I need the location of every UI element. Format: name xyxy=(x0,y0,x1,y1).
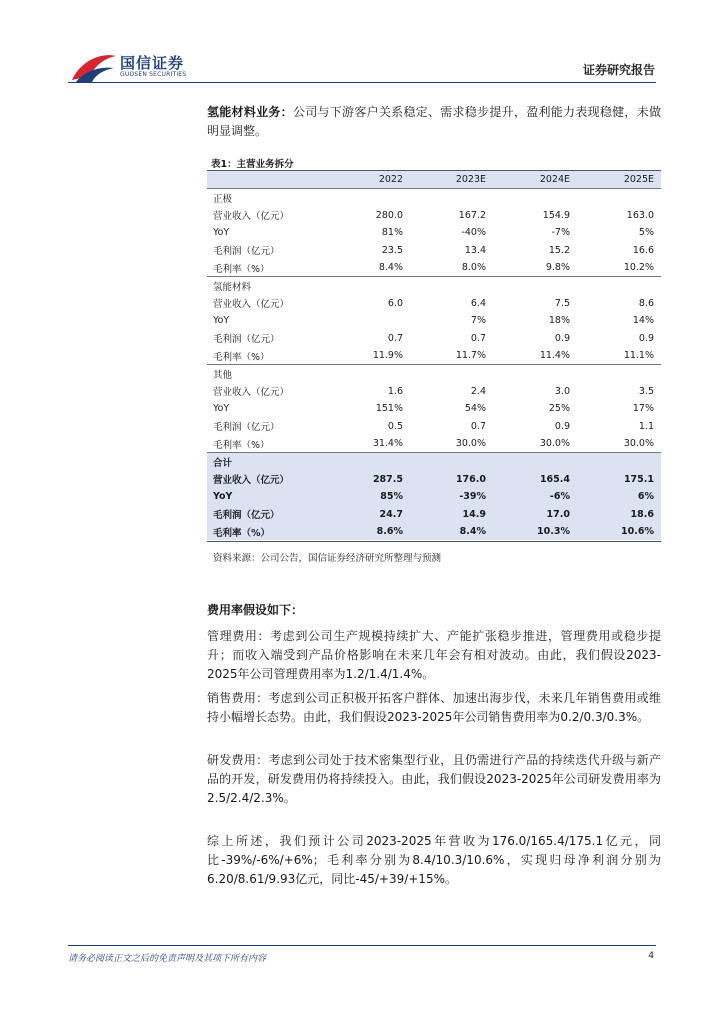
cell: 8.6 xyxy=(638,297,654,309)
row-label: 毛利率（%） xyxy=(213,263,270,275)
table-row xyxy=(207,488,661,505)
cell xyxy=(327,312,410,329)
footer-divider xyxy=(68,945,656,946)
header-cell-2025e: 2025E xyxy=(577,171,661,189)
table-header-row xyxy=(207,171,661,189)
cell: 16.6 xyxy=(632,244,654,256)
cell: 18.6 xyxy=(577,505,661,522)
table-row xyxy=(207,417,661,434)
cell: 10.2% xyxy=(623,262,654,274)
cell: 31.4% xyxy=(372,438,403,450)
row-label: YoY xyxy=(213,403,230,415)
assumption-admin-expense: 管理费用：考虑到公司生产规模持续扩大、产能扩张稳步推进，管理费用或稳步提升；而收入端受到产品价格影响在未来几年会有相对波动。由此，我们假设2023-2025年公司管理费用率为1.2/1.4/1.4%。 xyxy=(207,629,661,681)
cell: 17% xyxy=(632,403,654,415)
cell: 0.9 xyxy=(554,332,570,344)
table-title: 表1：主营业务拆分 xyxy=(211,159,294,170)
table-row xyxy=(207,523,661,540)
cell: 1.6 xyxy=(387,385,403,397)
section-name-row xyxy=(207,453,661,471)
row-label: 毛利润（亿元） xyxy=(213,422,280,434)
intro-text: 公司与下游客户关系稳定、需求稳步提升，盈利能力表现稳健，未做明显调整。 xyxy=(207,105,661,138)
table-row xyxy=(207,383,661,400)
cell: -39% xyxy=(410,488,493,505)
cell: 11.9% xyxy=(372,350,403,362)
row-label: 毛利率（%） xyxy=(213,351,270,363)
footer-disclaimer: 请务必阅读正文之后的免责声明及其项下所有内容 xyxy=(68,954,267,964)
section-name-row xyxy=(207,189,661,207)
row-label: 毛利润（亿元） xyxy=(207,505,327,522)
segment-breakdown-table xyxy=(207,171,661,540)
cell: 10.6% xyxy=(577,523,661,540)
row-label: YoY xyxy=(207,488,327,505)
table-row xyxy=(207,347,661,365)
cell: 24.7 xyxy=(327,505,410,522)
cell: 54% xyxy=(464,403,486,415)
cell: 81% xyxy=(381,227,403,239)
cell: 154.9 xyxy=(542,209,570,221)
table-row xyxy=(207,505,661,522)
cell: 25% xyxy=(548,403,570,415)
cell: 1.1 xyxy=(638,420,654,432)
table-row xyxy=(207,207,661,224)
table-section-other xyxy=(207,365,661,453)
cell: 15.2 xyxy=(548,244,570,256)
cell: 287.5 xyxy=(327,471,410,488)
section-name-row xyxy=(207,277,661,295)
cell: 13.4 xyxy=(464,244,486,256)
table-section-hydrogen xyxy=(207,277,661,365)
cell: 8.4% xyxy=(378,262,403,274)
cell: 6% xyxy=(577,488,661,505)
cell: 14.9 xyxy=(410,505,493,522)
cell: 11.1% xyxy=(623,350,654,362)
cell: 163.0 xyxy=(626,209,654,221)
section-name: 其他 xyxy=(207,365,327,383)
report-type-label: 证券研究报告 xyxy=(582,63,655,77)
cell: 3.0 xyxy=(554,385,570,397)
cell: 0.7 xyxy=(387,332,403,344)
table-section-cathode xyxy=(207,189,661,277)
cell: -40% xyxy=(461,227,486,239)
table-row xyxy=(207,400,661,417)
row-label: YoY xyxy=(213,315,230,327)
row-label: YoY xyxy=(213,227,230,239)
cell: 11.7% xyxy=(455,350,486,362)
row-label: 毛利率（%） xyxy=(213,439,270,451)
cell: 9.8% xyxy=(545,262,570,274)
header-cell-2024e: 2024E xyxy=(493,171,577,189)
table-row xyxy=(207,435,661,453)
cell: 14% xyxy=(632,315,654,327)
cell: 151% xyxy=(375,403,403,415)
cell: 18% xyxy=(548,315,570,327)
cell: -7% xyxy=(551,227,570,239)
header-cell-2022: 2022 xyxy=(327,171,410,189)
section-name: 正极 xyxy=(207,189,327,207)
table-source: 资料来源：公司公告，国信证券经济研究所整理与预测 xyxy=(213,553,442,564)
row-label: 营业收入（亿元） xyxy=(207,471,327,488)
logo-cn-text: 国信证券 xyxy=(120,54,185,72)
table-row xyxy=(207,259,661,277)
cell: 0.9 xyxy=(554,420,570,432)
cell: 3.5 xyxy=(638,385,654,397)
cell: 11.4% xyxy=(539,350,570,362)
cell: 85% xyxy=(327,488,410,505)
header-cell-blank xyxy=(207,171,327,189)
table-row xyxy=(207,224,661,241)
cell: 0.9 xyxy=(638,332,654,344)
cell: 6.0 xyxy=(387,297,403,309)
section-name: 氢能材料 xyxy=(207,277,327,295)
assumptions-heading: 费用率假设如下： xyxy=(207,603,304,617)
cell: 8.4% xyxy=(410,523,493,540)
row-label: 毛利率（%） xyxy=(207,523,327,540)
assumption-sales-expense: 销售费用：考虑到公司正积极开拓客户群体、加速出海步伐，未来几年销售费用或维持小幅增长态势。由此，我们假设2023-2025年公司销售费用率为0.2/0.3/0.3%。 xyxy=(207,691,661,724)
cell: 175.1 xyxy=(577,471,661,488)
section-name-row xyxy=(207,365,661,383)
row-label: 营业收入（亿元） xyxy=(213,211,290,223)
intro-paragraph xyxy=(207,103,661,141)
table-row xyxy=(207,330,661,347)
cell: 10.3% xyxy=(493,523,577,540)
summary-paragraph: 综上所述，我们预计公司2023-2025年营收为176.0/165.4/175.1亿元，同比-39%/-6%/+6%；毛利率分别为8.4/10.3/10.6%，实现归母净利润分别为6.20/8.61/9.93亿元，同比-45/+39/+15%。 xyxy=(207,834,661,886)
page-number: 4 xyxy=(648,951,654,961)
cell: 30.0% xyxy=(539,438,570,450)
table-row xyxy=(207,242,661,259)
company-logo xyxy=(70,50,200,84)
logo-mark-icon xyxy=(70,50,118,84)
cell: -6% xyxy=(493,488,577,505)
cell: 0.7 xyxy=(470,420,486,432)
cell: 30.0% xyxy=(623,438,654,450)
cell: 8.0% xyxy=(461,262,486,274)
header-divider xyxy=(68,82,656,83)
cell: 5% xyxy=(638,227,654,239)
cell: 176.0 xyxy=(410,471,493,488)
cell: 280.0 xyxy=(375,209,403,221)
cell: 0.5 xyxy=(387,420,403,432)
header-cell-2023e: 2023E xyxy=(410,171,493,189)
table-section-total xyxy=(207,453,661,540)
table-row xyxy=(207,471,661,488)
row-label: 毛利润（亿元） xyxy=(213,246,280,258)
cell: 165.4 xyxy=(493,471,577,488)
cell: 167.2 xyxy=(458,209,486,221)
cell: 2.4 xyxy=(470,385,486,397)
logo-en-text: GUOSEN SECURITIES xyxy=(120,71,187,78)
assumption-rd-expense: 研发费用：考虑到公司处于技术密集型行业，且仍需进行产品的持续迭代升级与新产品的开发，研发费用仍将持续投入。由此，我们假设2023-2025年公司研发费用率为2.5/2.4/2.3%。 xyxy=(207,753,661,805)
cell: 30.0% xyxy=(455,438,486,450)
cell: 17.0 xyxy=(493,505,577,522)
intro-lead: 氢能材料业务： xyxy=(207,105,293,119)
cell: 7.5 xyxy=(554,297,570,309)
row-label: 营业收入（亿元） xyxy=(213,299,290,311)
row-label: 营业收入（亿元） xyxy=(213,387,290,399)
cell: 0.7 xyxy=(470,332,486,344)
cell: 7% xyxy=(470,315,486,327)
section-name: 合计 xyxy=(207,453,327,471)
cell: 6.4 xyxy=(470,297,486,309)
table-bottom-rule xyxy=(207,541,661,542)
cell: 8.6% xyxy=(327,523,410,540)
table-row xyxy=(207,312,661,329)
cell: 23.5 xyxy=(381,244,403,256)
row-label: 毛利润（亿元） xyxy=(213,334,280,346)
table-row xyxy=(207,295,661,312)
